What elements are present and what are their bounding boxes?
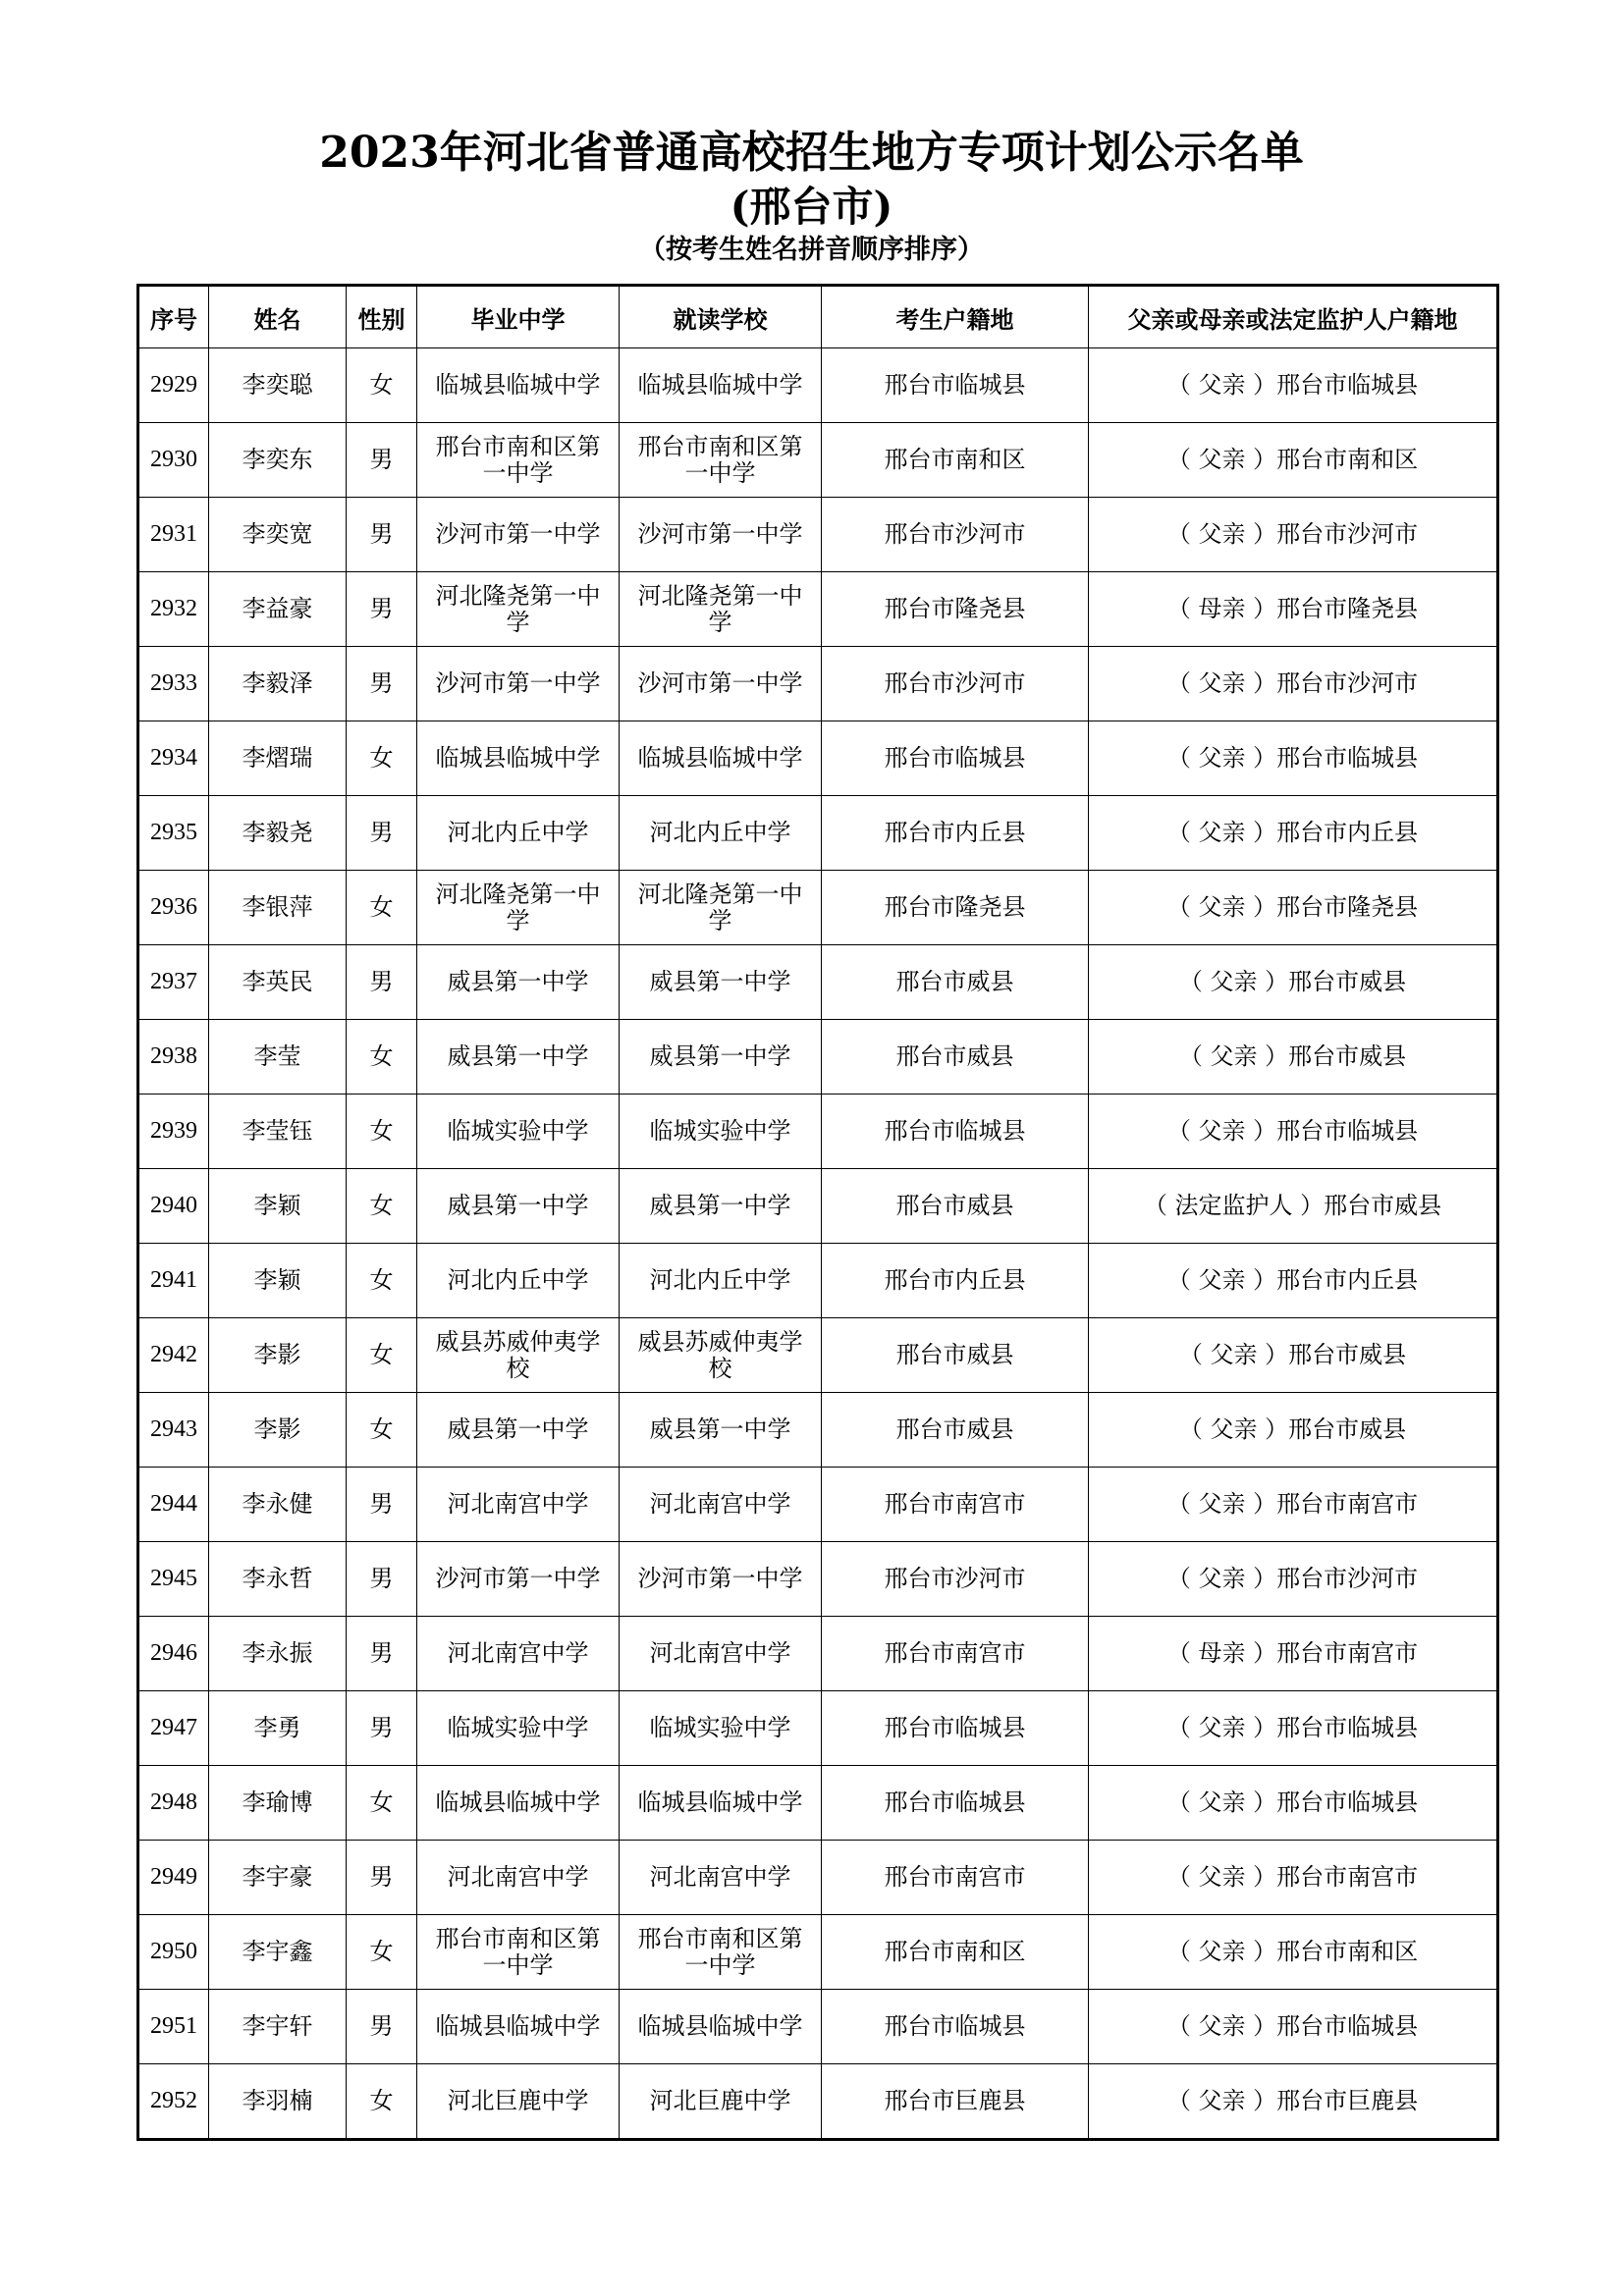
header-guardian-hukou: 父亲或母亲或法定监护人户籍地 (1089, 286, 1498, 348)
gender-cell: 男 (347, 1617, 417, 1691)
hukou-cell: 邢台市隆尧县 (822, 871, 1089, 945)
hukou-cell: 邢台市沙河市 (822, 1542, 1089, 1617)
table-row (138, 1393, 1498, 1468)
current-school-cell: 河北隆尧第一中学 (620, 871, 822, 945)
seq-cell: 2943 (138, 1393, 209, 1468)
table-body (138, 348, 1498, 2140)
current-school-cell: 河北隆尧第一中学 (620, 572, 822, 647)
gender-cell: 男 (347, 1468, 417, 1542)
gender-cell: 男 (347, 647, 417, 721)
guardian-hukou-cell: （ 父亲 ）邢台市威县 (1089, 1020, 1498, 1095)
name-cell: 李莹 (209, 1020, 347, 1095)
header-seq: 序号 (138, 286, 209, 348)
table-row (138, 1095, 1498, 1169)
name-cell: 李宇豪 (209, 1841, 347, 1915)
table-row (138, 498, 1498, 572)
current-school-cell: 临城县临城中学 (620, 1766, 822, 1841)
seq-cell: 2951 (138, 1990, 209, 2064)
grad-school-cell: 临城实验中学 (417, 1095, 620, 1169)
guardian-hukou-cell: （ 父亲 ）邢台市南宫市 (1089, 1468, 1498, 1542)
current-school-cell: 河北巨鹿中学 (620, 2064, 822, 2140)
grad-school-cell: 沙河市第一中学 (417, 1542, 620, 1617)
hukou-cell: 邢台市沙河市 (822, 498, 1089, 572)
grad-school-cell: 邢台市南和区第一中学 (417, 1915, 620, 1990)
gender-cell: 男 (347, 1990, 417, 2064)
seq-cell: 2948 (138, 1766, 209, 1841)
table-header-row (138, 286, 1498, 348)
seq-cell: 2934 (138, 721, 209, 796)
current-school-cell: 威县第一中学 (620, 1393, 822, 1468)
document-sort-note: （按考生姓名拼音顺序排序） (639, 235, 984, 265)
guardian-hukou-cell: （ 法定监护人 ）邢台市威县 (1089, 1169, 1498, 1244)
hukou-cell: 邢台市威县 (822, 945, 1089, 1020)
current-school-cell: 河北南宫中学 (620, 1617, 822, 1691)
gender-cell: 女 (347, 1393, 417, 1468)
gender-cell: 女 (347, 2064, 417, 2140)
grad-school-cell: 沙河市第一中学 (417, 498, 620, 572)
current-school-cell: 沙河市第一中学 (620, 1542, 822, 1617)
current-school-cell: 临城县临城中学 (620, 348, 822, 423)
table-row (138, 1617, 1498, 1691)
hukou-cell: 邢台市临城县 (822, 1691, 1089, 1766)
gender-cell: 男 (347, 1841, 417, 1915)
name-cell: 李宇鑫 (209, 1915, 347, 1990)
grad-school-cell: 河北内丘中学 (417, 796, 620, 871)
table-row (138, 1318, 1498, 1393)
hukou-cell: 邢台市临城县 (822, 1766, 1089, 1841)
gender-cell: 女 (347, 871, 417, 945)
hukou-cell: 邢台市内丘县 (822, 796, 1089, 871)
name-cell: 李毅泽 (209, 647, 347, 721)
gender-cell: 男 (347, 498, 417, 572)
current-school-cell: 临城县临城中学 (620, 721, 822, 796)
hukou-cell: 邢台市临城县 (822, 1095, 1089, 1169)
gender-cell: 女 (347, 721, 417, 796)
seq-cell: 2945 (138, 1542, 209, 1617)
hukou-cell: 邢台市隆尧县 (822, 572, 1089, 647)
hukou-cell: 邢台市南和区 (822, 423, 1089, 498)
hukou-cell: 邢台市南宫市 (822, 1617, 1089, 1691)
document-title: 2023年河北省普通高校招生地方专项计划公示名单 (319, 128, 1304, 178)
current-school-cell: 威县苏威仲夷学校 (620, 1318, 822, 1393)
header-current-school: 就读学校 (620, 286, 822, 348)
guardian-hukou-cell: （ 父亲 ）邢台市南和区 (1089, 1915, 1498, 1990)
guardian-hukou-cell: （ 父亲 ）邢台市巨鹿县 (1089, 2064, 1498, 2140)
seq-cell: 2950 (138, 1915, 209, 1990)
grad-school-cell: 临城县临城中学 (417, 1990, 620, 2064)
current-school-cell: 邢台市南和区第一中学 (620, 423, 822, 498)
header-grad-school: 毕业中学 (417, 286, 620, 348)
name-cell: 李勇 (209, 1691, 347, 1766)
grad-school-cell: 河北隆尧第一中学 (417, 572, 620, 647)
hukou-cell: 邢台市南和区 (822, 1915, 1089, 1990)
seq-cell: 2939 (138, 1095, 209, 1169)
seq-cell: 2932 (138, 572, 209, 647)
table-row (138, 423, 1498, 498)
table-row (138, 1169, 1498, 1244)
table-row (138, 1020, 1498, 1095)
name-cell: 李羽楠 (209, 2064, 347, 2140)
seq-cell: 2946 (138, 1617, 209, 1691)
table-row (138, 721, 1498, 796)
name-cell: 李颖 (209, 1169, 347, 1244)
seq-cell: 2944 (138, 1468, 209, 1542)
current-school-cell: 威县第一中学 (620, 1169, 822, 1244)
header-hukou: 考生户籍地 (822, 286, 1089, 348)
grad-school-cell: 临城县临城中学 (417, 1766, 620, 1841)
name-cell: 李奕聪 (209, 348, 347, 423)
name-cell: 李永健 (209, 1468, 347, 1542)
hukou-cell: 邢台市临城县 (822, 348, 1089, 423)
gender-cell: 女 (347, 348, 417, 423)
grad-school-cell: 河北南宫中学 (417, 1841, 620, 1915)
name-cell: 李颖 (209, 1244, 347, 1318)
grad-school-cell: 威县第一中学 (417, 1020, 620, 1095)
gender-cell: 男 (347, 1691, 417, 1766)
seq-cell: 2941 (138, 1244, 209, 1318)
guardian-hukou-cell: （ 父亲 ）邢台市临城县 (1089, 1990, 1498, 2064)
guardian-hukou-cell: （ 父亲 ）邢台市威县 (1089, 1393, 1498, 1468)
guardian-hukou-cell: （ 父亲 ）邢台市临城县 (1089, 1766, 1498, 1841)
guardian-hukou-cell: （ 母亲 ）邢台市隆尧县 (1089, 572, 1498, 647)
current-school-cell: 沙河市第一中学 (620, 647, 822, 721)
hukou-cell: 邢台市威县 (822, 1318, 1089, 1393)
guardian-hukou-cell: （ 父亲 ）邢台市沙河市 (1089, 1542, 1498, 1617)
table-row (138, 1691, 1498, 1766)
table-row (138, 945, 1498, 1020)
grad-school-cell: 威县第一中学 (417, 1393, 620, 1468)
guardian-hukou-cell: （ 父亲 ）邢台市沙河市 (1089, 498, 1498, 572)
hukou-cell: 邢台市威县 (822, 1020, 1089, 1095)
seq-cell: 2933 (138, 647, 209, 721)
grad-school-cell: 河北南宫中学 (417, 1617, 620, 1691)
gender-cell: 女 (347, 1169, 417, 1244)
name-cell: 李英民 (209, 945, 347, 1020)
gender-cell: 女 (347, 1020, 417, 1095)
header-name: 姓名 (209, 286, 347, 348)
name-cell: 李益豪 (209, 572, 347, 647)
guardian-hukou-cell: （ 父亲 ）邢台市临城县 (1089, 1095, 1498, 1169)
gender-cell: 女 (347, 1766, 417, 1841)
gender-cell: 男 (347, 572, 417, 647)
current-school-cell: 河北内丘中学 (620, 1244, 822, 1318)
current-school-cell: 河北内丘中学 (620, 796, 822, 871)
table-row (138, 1766, 1498, 1841)
name-cell: 李银萍 (209, 871, 347, 945)
seq-cell: 2930 (138, 423, 209, 498)
guardian-hukou-cell: （ 父亲 ）邢台市临城县 (1089, 721, 1498, 796)
gender-cell: 男 (347, 945, 417, 1020)
name-cell: 李熠瑞 (209, 721, 347, 796)
current-school-cell: 威县第一中学 (620, 1020, 822, 1095)
current-school-cell: 河北南宫中学 (620, 1841, 822, 1915)
table-row (138, 647, 1498, 721)
hukou-cell: 邢台市巨鹿县 (822, 2064, 1089, 2140)
table-row (138, 348, 1498, 423)
grad-school-cell: 河北内丘中学 (417, 1244, 620, 1318)
grad-school-cell: 临城实验中学 (417, 1691, 620, 1766)
name-cell: 李宇轩 (209, 1990, 347, 2064)
grad-school-cell: 威县第一中学 (417, 1169, 620, 1244)
table-row (138, 1990, 1498, 2064)
seq-cell: 2952 (138, 2064, 209, 2140)
table-row (138, 2064, 1498, 2140)
guardian-hukou-cell: （ 父亲 ）邢台市南宫市 (1089, 1841, 1498, 1915)
name-cell: 李永振 (209, 1617, 347, 1691)
guardian-hukou-cell: （ 父亲 ）邢台市南和区 (1089, 423, 1498, 498)
guardian-hukou-cell: （ 父亲 ）邢台市威县 (1089, 945, 1498, 1020)
guardian-hukou-cell: （ 父亲 ）邢台市隆尧县 (1089, 871, 1498, 945)
guardian-hukou-cell: （ 母亲 ）邢台市南宫市 (1089, 1617, 1498, 1691)
gender-cell: 男 (347, 1542, 417, 1617)
table-row (138, 1468, 1498, 1542)
name-cell: 李永哲 (209, 1542, 347, 1617)
name-cell: 李莹钰 (209, 1095, 347, 1169)
seq-cell: 2931 (138, 498, 209, 572)
seq-cell: 2949 (138, 1841, 209, 1915)
current-school-cell: 河北南宫中学 (620, 1468, 822, 1542)
current-school-cell: 沙河市第一中学 (620, 498, 822, 572)
table-row (138, 572, 1498, 647)
gender-cell: 女 (347, 1915, 417, 1990)
gender-cell: 女 (347, 1095, 417, 1169)
name-cell: 李影 (209, 1318, 347, 1393)
seq-cell: 2947 (138, 1691, 209, 1766)
grad-school-cell: 沙河市第一中学 (417, 647, 620, 721)
seq-cell: 2936 (138, 871, 209, 945)
grad-school-cell: 河北南宫中学 (417, 1468, 620, 1542)
seq-cell: 2929 (138, 348, 209, 423)
table-row (138, 871, 1498, 945)
grad-school-cell: 河北隆尧第一中学 (417, 871, 620, 945)
seq-cell: 2935 (138, 796, 209, 871)
table-row (138, 796, 1498, 871)
guardian-hukou-cell: （ 父亲 ）邢台市临城县 (1089, 348, 1498, 423)
guardian-hukou-cell: （ 父亲 ）邢台市临城县 (1089, 1691, 1498, 1766)
guardian-hukou-cell: （ 父亲 ）邢台市威县 (1089, 1318, 1498, 1393)
name-cell: 李奕宽 (209, 498, 347, 572)
name-cell: 李奕东 (209, 423, 347, 498)
grad-school-cell: 河北巨鹿中学 (417, 2064, 620, 2140)
guardian-hukou-cell: （ 父亲 ）邢台市内丘县 (1089, 1244, 1498, 1318)
table-row (138, 1244, 1498, 1318)
roster-table (136, 284, 1499, 2141)
document-subtitle: (邢台市) (730, 183, 893, 231)
table-row (138, 1841, 1498, 1915)
current-school-cell: 邢台市南和区第一中学 (620, 1915, 822, 1990)
hukou-cell: 邢台市威县 (822, 1169, 1089, 1244)
gender-cell: 男 (347, 796, 417, 871)
table-row (138, 1542, 1498, 1617)
grad-school-cell: 威县第一中学 (417, 945, 620, 1020)
seq-cell: 2942 (138, 1318, 209, 1393)
guardian-hukou-cell: （ 父亲 ）邢台市沙河市 (1089, 647, 1498, 721)
gender-cell: 男 (347, 423, 417, 498)
gender-cell: 女 (347, 1318, 417, 1393)
seq-cell: 2938 (138, 1020, 209, 1095)
gender-cell: 女 (347, 1244, 417, 1318)
current-school-cell: 临城实验中学 (620, 1095, 822, 1169)
name-cell: 李影 (209, 1393, 347, 1468)
hukou-cell: 邢台市临城县 (822, 721, 1089, 796)
hukou-cell: 邢台市内丘县 (822, 1244, 1089, 1318)
grad-school-cell: 邢台市南和区第一中学 (417, 423, 620, 498)
current-school-cell: 威县第一中学 (620, 945, 822, 1020)
seq-cell: 2937 (138, 945, 209, 1020)
hukou-cell: 邢台市威县 (822, 1393, 1089, 1468)
hukou-cell: 邢台市沙河市 (822, 647, 1089, 721)
grad-school-cell: 临城县临城中学 (417, 721, 620, 796)
grad-school-cell: 威县苏威仲夷学校 (417, 1318, 620, 1393)
hukou-cell: 邢台市临城县 (822, 1990, 1089, 2064)
name-cell: 李瑜博 (209, 1766, 347, 1841)
header-gender: 性别 (347, 286, 417, 348)
hukou-cell: 邢台市南宫市 (822, 1468, 1089, 1542)
guardian-hukou-cell: （ 父亲 ）邢台市内丘县 (1089, 796, 1498, 871)
name-cell: 李毅尧 (209, 796, 347, 871)
grad-school-cell: 临城县临城中学 (417, 348, 620, 423)
current-school-cell: 临城县临城中学 (620, 1990, 822, 2064)
seq-cell: 2940 (138, 1169, 209, 1244)
hukou-cell: 邢台市南宫市 (822, 1841, 1089, 1915)
current-school-cell: 临城实验中学 (620, 1691, 822, 1766)
table-row (138, 1915, 1498, 1990)
